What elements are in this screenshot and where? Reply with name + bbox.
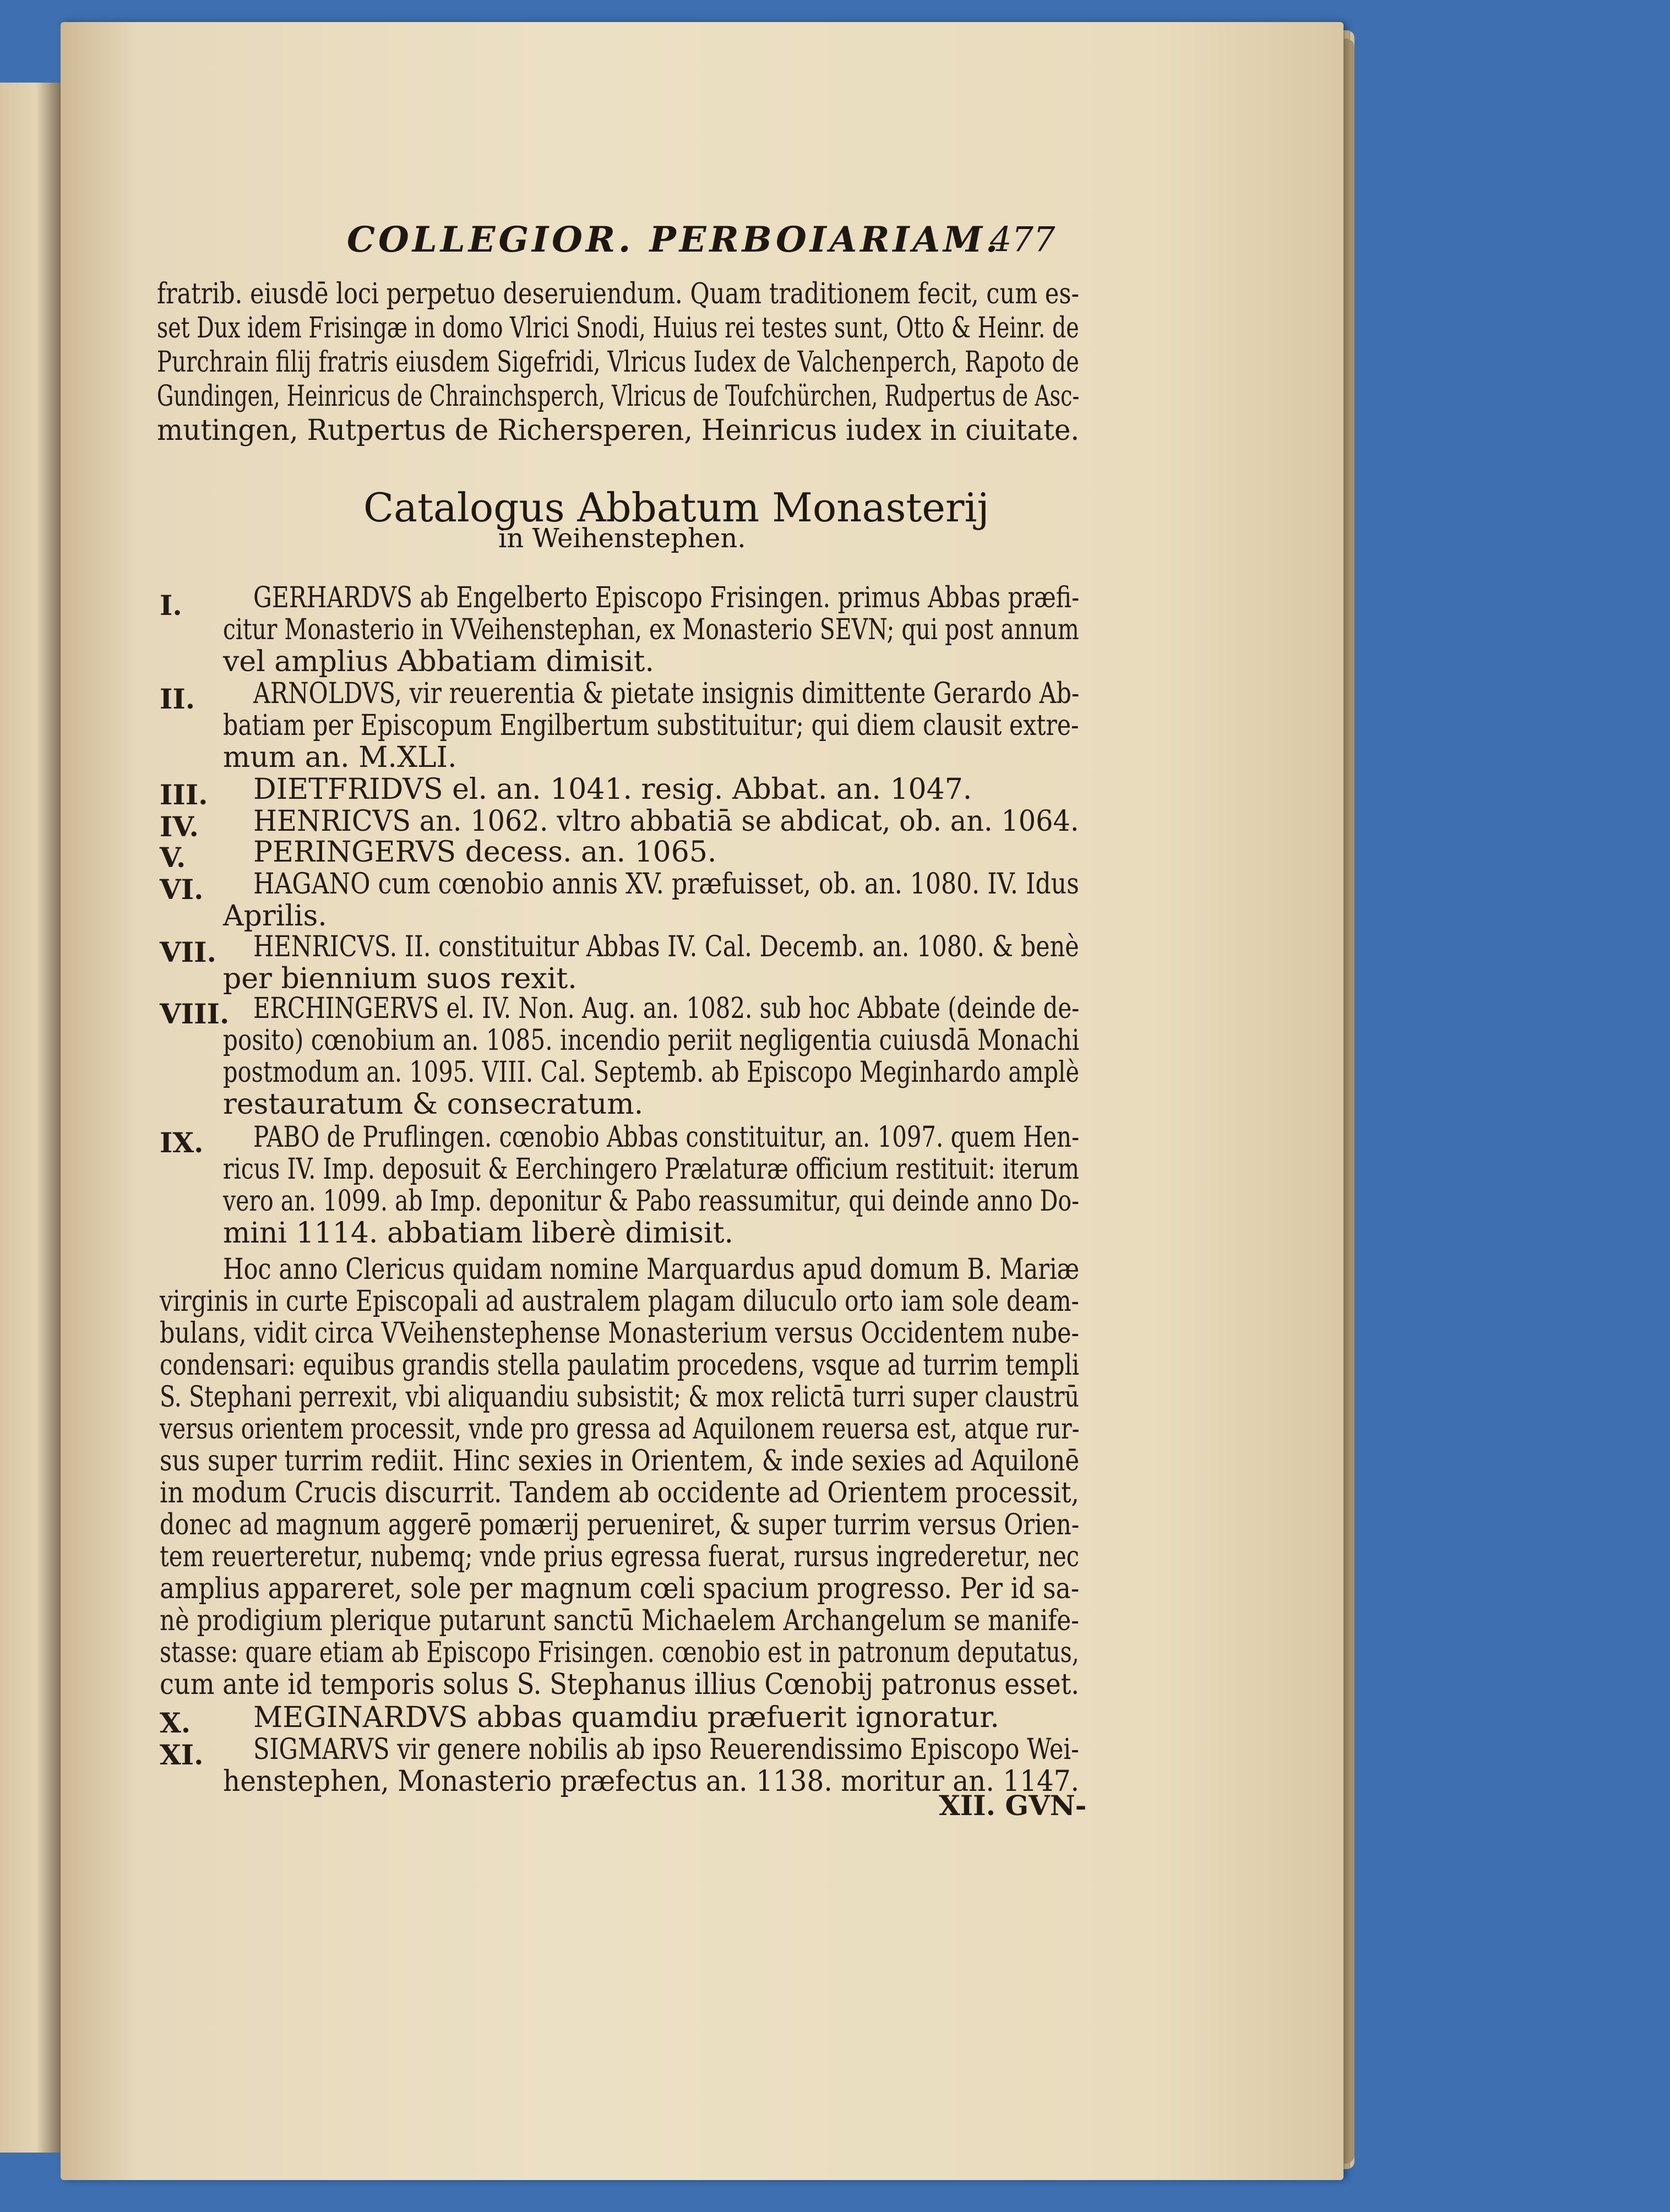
abbot-line: vel amplius Abbatiam dimisit.	[223, 645, 654, 678]
paragraph-line: virginis in curte Episcopali ad australem plagam diluculo orto iam sole deam-	[160, 1285, 1079, 1318]
intro-line: Gundingen, Heinricus de Chrainchsperch, Vlricus de Toufchürchen, Rudpertus de Asc-	[157, 380, 1080, 413]
paragraph-line: in modum Crucis discurrit. Tandem ab occidente ad Orientem processit,	[160, 1477, 1079, 1510]
left-page-edge	[0, 83, 66, 2153]
abbot-line: posito) cœnobium an. 1085. incendio periit negligentia cuiusdā Monachi	[223, 1024, 1080, 1057]
abbot-line: restauratum & consecratum.	[223, 1088, 644, 1121]
intro-line: fratrib. eiusdē loci perpetuo deseruiendum. Quam traditionem fecit, cum es-	[157, 277, 1080, 310]
abbot-number: VI.	[160, 873, 204, 906]
abbot-line: ricus IV. Imp. deposuit & Eerchingero Prælaturæ officium restituit: iterum	[223, 1153, 1079, 1186]
abbot-line: HENRICVS an. 1062. vltro abbatiā se abdicat, ob. an. 1064.	[253, 805, 1079, 838]
abbot-line: batiam per Episcopum Engilbertum substituitur; qui diem clausit extre-	[223, 709, 1079, 742]
paragraph-line: S. Stephani perrexit, vbi aliquandiu subsistit; & mox relictā turri super claustrū	[160, 1381, 1079, 1414]
abbot-number: I.	[160, 589, 182, 622]
abbot-line: DIETFRIDVS el. an. 1041. resig. Abbat. an. 1047.	[253, 773, 972, 806]
abbot-line: mini 1114. abbatiam liberè dimisit.	[223, 1217, 734, 1250]
abbot-number: II.	[160, 683, 195, 715]
abbot-line: Aprilis.	[223, 900, 327, 933]
abbot-line: henstephen, Monasterio præfectus an. 1138. moritur an. 1147.	[223, 1765, 1080, 1798]
paragraph-line: nè prodigium plerique putarunt sanctū Michaelem Archangelum se manife-	[160, 1604, 1079, 1637]
intro-line: Purchrain filij fratris eiusdem Sigefridi, Vlricus Iudex de Valchenperch, Rapoto de	[157, 346, 1079, 379]
paragraph-line: tem reuerteretur, nubemq; vnde prius egressa fuerat, rursus ingrederetur, nec	[160, 1540, 1080, 1573]
abbot-line: PERINGERVS decess. an. 1065.	[253, 836, 717, 869]
abbot-line: ARNOLDVS, vir reuerentia & pietate insignis dimittente Gerardo Ab-	[253, 677, 1080, 710]
catalog-title: Catalogus Abbatum Monasterij	[363, 484, 989, 531]
running-head-title: COLLEGIOR. PERBOIARIAM.	[347, 219, 1002, 260]
abbot-number: VII.	[160, 936, 216, 968]
abbot-line: per biennium suos rexit.	[223, 962, 577, 995]
abbot-line: postmodum an. 1095. VIII. Cal. Septemb. ab Episcopo Meginhardo amplè	[223, 1056, 1079, 1089]
abbot-line: citur Monasterio in VVeihenstephan, ex Monasterio SEVN; qui post annum	[223, 613, 1079, 646]
abbot-number: XI.	[160, 1739, 204, 1771]
page-number: 477	[990, 219, 1056, 259]
abbot-number: IX.	[160, 1126, 204, 1159]
abbot-line: HENRICVS. II. constituitur Abbas IV. Cal. Decemb. an. 1080. & benè	[253, 930, 1079, 963]
abbot-line: PABO de Pruflingen. cœnobio Abbas constituitur, an. 1097. quem Hen-	[253, 1121, 1080, 1154]
abbot-line: HAGANO cum cœnobio annis XV. præfuisset, ob. an. 1080. IV. Idus	[253, 868, 1079, 901]
paragraph-line: donec ad magnum aggerē pomærij perueniret, & super turrim versus Orien-	[160, 1508, 1080, 1541]
abbot-line: ERCHINGERVS el. IV. Non. Aug. an. 1082. sub hoc Abbate (deinde de-	[253, 992, 1080, 1025]
intro-line: mutingen, Rutpertus de Richersperen, Heinricus iudex in ciuitate.	[157, 414, 1080, 447]
running-head	[0, 219, 1670, 269]
abbot-line: GERHARDVS ab Engelberto Episcopo Frisingen. primus Abbas præfi-	[253, 581, 1080, 614]
paragraph-line: bulans, vidit circa VVeihenstephense Monasterium versus Occidentem nube-	[160, 1317, 1079, 1350]
abbot-line: MEGINARDVS abbas quamdiu præfuerit ignoratur.	[253, 1701, 999, 1734]
catalog-subtitle: in Weihenstephen.	[498, 523, 746, 554]
paragraph-line: Hoc anno Clericus quidam nomine Marquardus apud domum B. Mariæ	[223, 1253, 1080, 1286]
paragraph-line: sus super turrim rediit. Hinc sexies in Orientem, & inde sexies ad Aquilonē	[160, 1445, 1080, 1478]
intro-line: set Dux idem Frisingæ in domo Vlrici Snodi, Huius rei testes sunt, Otto & Heinr. de	[157, 312, 1079, 345]
abbot-line: mum an. M.XLI.	[223, 741, 457, 774]
paragraph-line: condensari: equibus grandis stella paulatim procedens, vsque ad turrim templi	[160, 1349, 1080, 1382]
paragraph-line: stasse: quare etiam ab Episcopo Frisingen. cœnobio est in patronum deputatus,	[160, 1636, 1079, 1669]
paragraph-line: amplius appareret, sole per magnum cœli spacium progresso. Per id sa-	[160, 1572, 1080, 1605]
abbot-line: SIGMARVS vir genere nobilis ab ipso Reuerendissimo Episcopo Wei-	[253, 1733, 1079, 1766]
abbot-number: V.	[160, 841, 186, 874]
paragraph-line: cum ante id temporis solus S. Stephanus illius Cœnobij patronus esset.	[160, 1668, 1079, 1701]
abbot-number: VIII.	[160, 998, 230, 1030]
catchword: XII. GVN-	[939, 1789, 1087, 1822]
paragraph-line: versus orientem processit, vnde pro gressa ad Aquilonem reuersa est, atque rur-	[160, 1413, 1080, 1446]
abbot-line: vero an. 1099. ab Imp. deponitur & Pabo reassumitur, qui deinde anno Do-	[223, 1185, 1079, 1218]
abbot-number: X.	[160, 1707, 191, 1739]
abbot-number: IV.	[160, 810, 199, 843]
abbot-number: III.	[160, 778, 208, 811]
